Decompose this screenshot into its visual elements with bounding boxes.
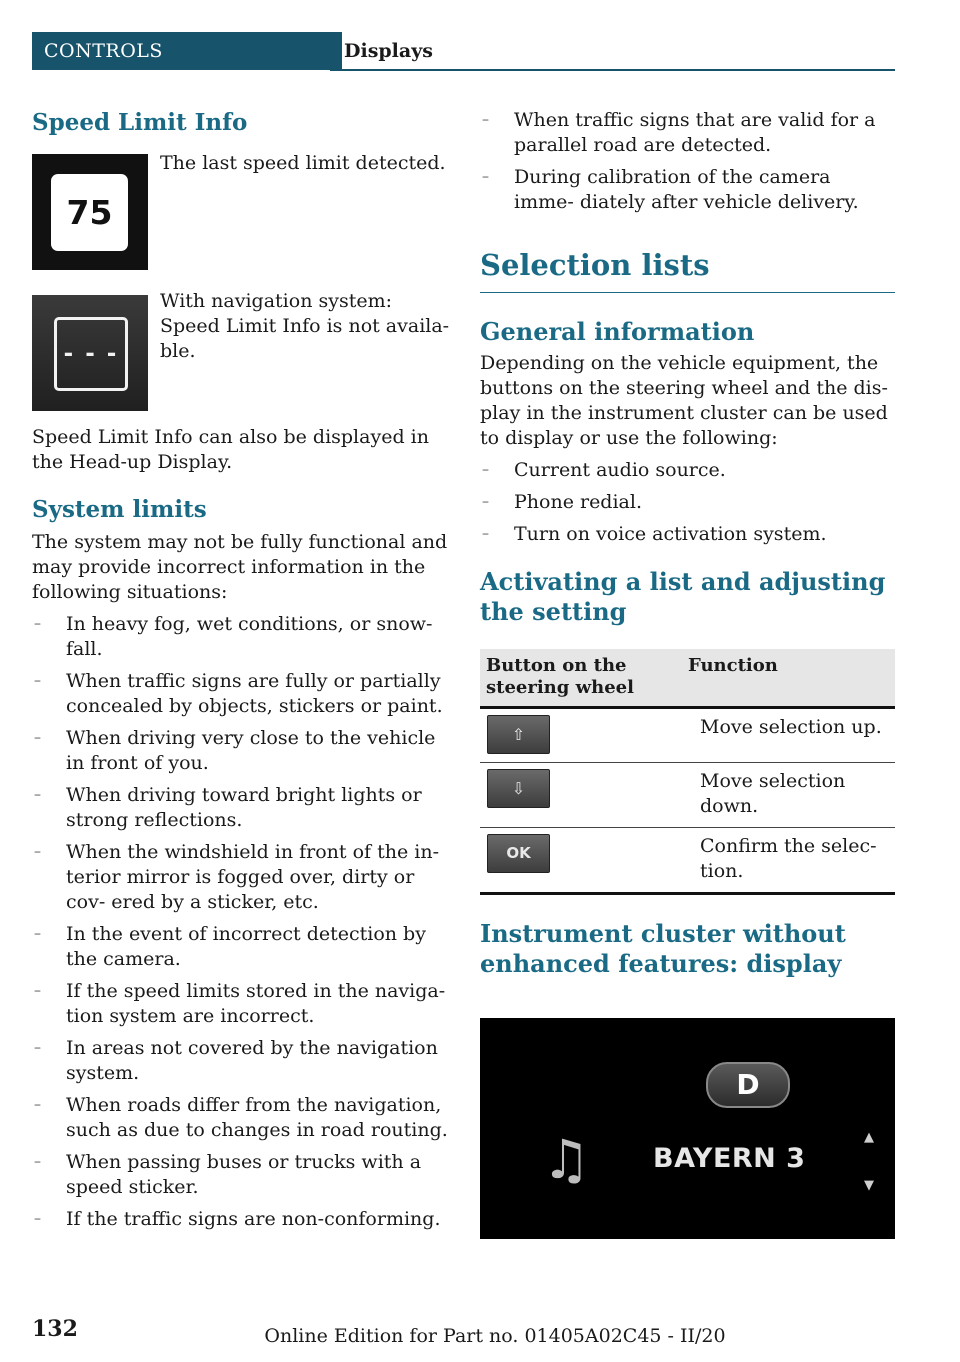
- table-cell-button: [480, 763, 682, 828]
- list-item: – During calibration of the camera imme‐ diately after vehicle delivery.: [480, 165, 895, 215]
- chapter-label: Displays: [344, 40, 433, 62]
- table-cell-button: [480, 828, 682, 894]
- speed-limit-icon2-block: [32, 290, 450, 431]
- header-rule: [330, 69, 895, 71]
- arrow-up-button-icon: ⇧: [487, 715, 550, 754]
- page-header: [32, 32, 895, 72]
- list-item: – In the event of incorrect detection by the camera.: [32, 922, 450, 972]
- table-header-button: Button on the steering wheel: [480, 649, 682, 708]
- table-row: [480, 708, 895, 763]
- speed-limit-unavailable-icon: [32, 295, 148, 411]
- list-item: – When the windshield in front of the in‐ terior mirror is fogged over, dirty or cov‐ ered by a sticker, etc.: [32, 840, 450, 915]
- table-row: [480, 828, 895, 894]
- instrument-cluster-image: [480, 1018, 895, 1239]
- radio-station-label: BAYERN 3: [653, 1143, 806, 1174]
- table-cell-function: Confirm the selec‐ tion.: [682, 828, 895, 894]
- system-limits-list: [32, 612, 450, 1232]
- table-cell-function: Move selection down.: [682, 763, 895, 828]
- speed-limit-heading: Speed Limit Info: [32, 109, 248, 136]
- list-item: – Turn on voice activation system.: [480, 522, 895, 547]
- general-info-heading: General information: [480, 317, 755, 346]
- list-item: – If the speed limits stored in the naviga‐ tion system are incorrect.: [32, 979, 450, 1029]
- triangle-down-icon: ▼: [864, 1178, 874, 1193]
- list-item: – If the traffic signs are non-conforming.: [32, 1207, 450, 1232]
- speed-limit-75-icon: [32, 154, 148, 270]
- list-item: – When driving toward bright lights or strong reflections.: [32, 783, 450, 833]
- general-info-intro: Depending on the vehicle equipment, the buttons on the steering wheel and the dis‐ play in the instrument cluster can be used to display or use the following:: [480, 352, 888, 449]
- left-column: [32, 108, 450, 1232]
- list-item: – When driving very close to the vehicle in front of you.: [32, 726, 450, 776]
- icon1-description: The last speed limit detected.: [160, 152, 446, 174]
- music-note-icon: ♫: [542, 1128, 591, 1191]
- selection-lists-heading: Selection lists: [480, 248, 710, 282]
- gear-indicator: D: [706, 1062, 790, 1108]
- table-cell-function: Move selection up.: [682, 708, 895, 763]
- table-row: [480, 763, 895, 828]
- button-function-table: [480, 649, 895, 895]
- table-cell-button: [480, 708, 682, 763]
- list-item: – When passing buses or trucks with a speed sticker.: [32, 1150, 450, 1200]
- list-item: – When traffic signs that are valid for a parallel road are detected.: [480, 108, 895, 158]
- section-label: CONTROLS: [32, 32, 342, 70]
- activating-heading: Activating a list and adjusting the setting: [480, 567, 886, 626]
- cluster-heading: Instrument cluster without enhanced features: display: [480, 919, 846, 978]
- table-header-function: Function: [682, 649, 895, 708]
- system-limits-intro: The system may not be fully functional and may provide incorrect information in the following situations:: [32, 531, 448, 603]
- ok-button-icon: OK: [487, 834, 550, 873]
- list-item: – Current audio source.: [480, 458, 895, 483]
- page-number: 132: [32, 1316, 78, 1342]
- system-limits-heading: System limits: [32, 496, 207, 523]
- section-rule: [480, 292, 895, 293]
- general-info-list: [480, 458, 895, 547]
- list-item: – In areas not covered by the navigation system.: [32, 1036, 450, 1086]
- speed-limit-icon1-block: [32, 154, 450, 299]
- icon2-description: With navigation system: Speed Limit Info is not availa‐ ble.: [160, 290, 450, 362]
- speed-limit-value: 75: [51, 174, 128, 251]
- hud-text: Speed Limit Info can also be displayed in the Head-up Display.: [32, 426, 429, 473]
- list-item: – When traffic signs are fully or partially concealed by objects, stickers or paint.: [32, 669, 450, 719]
- continued-list: [480, 108, 895, 215]
- list-item: – In heavy fog, wet conditions, or snow‐ fall.: [32, 612, 450, 662]
- edition-footer: Online Edition for Part no. 01405A02C45 - II/20: [264, 1325, 726, 1347]
- arrow-down-button-icon: ⇩: [487, 769, 550, 808]
- triangle-up-icon: ▲: [864, 1130, 874, 1145]
- list-item: – When roads differ from the navigation, such as due to changes in road routing.: [32, 1093, 450, 1143]
- list-item: – Phone redial.: [480, 490, 895, 515]
- speed-limit-dashes: - - -: [54, 317, 128, 391]
- right-column: [480, 108, 895, 979]
